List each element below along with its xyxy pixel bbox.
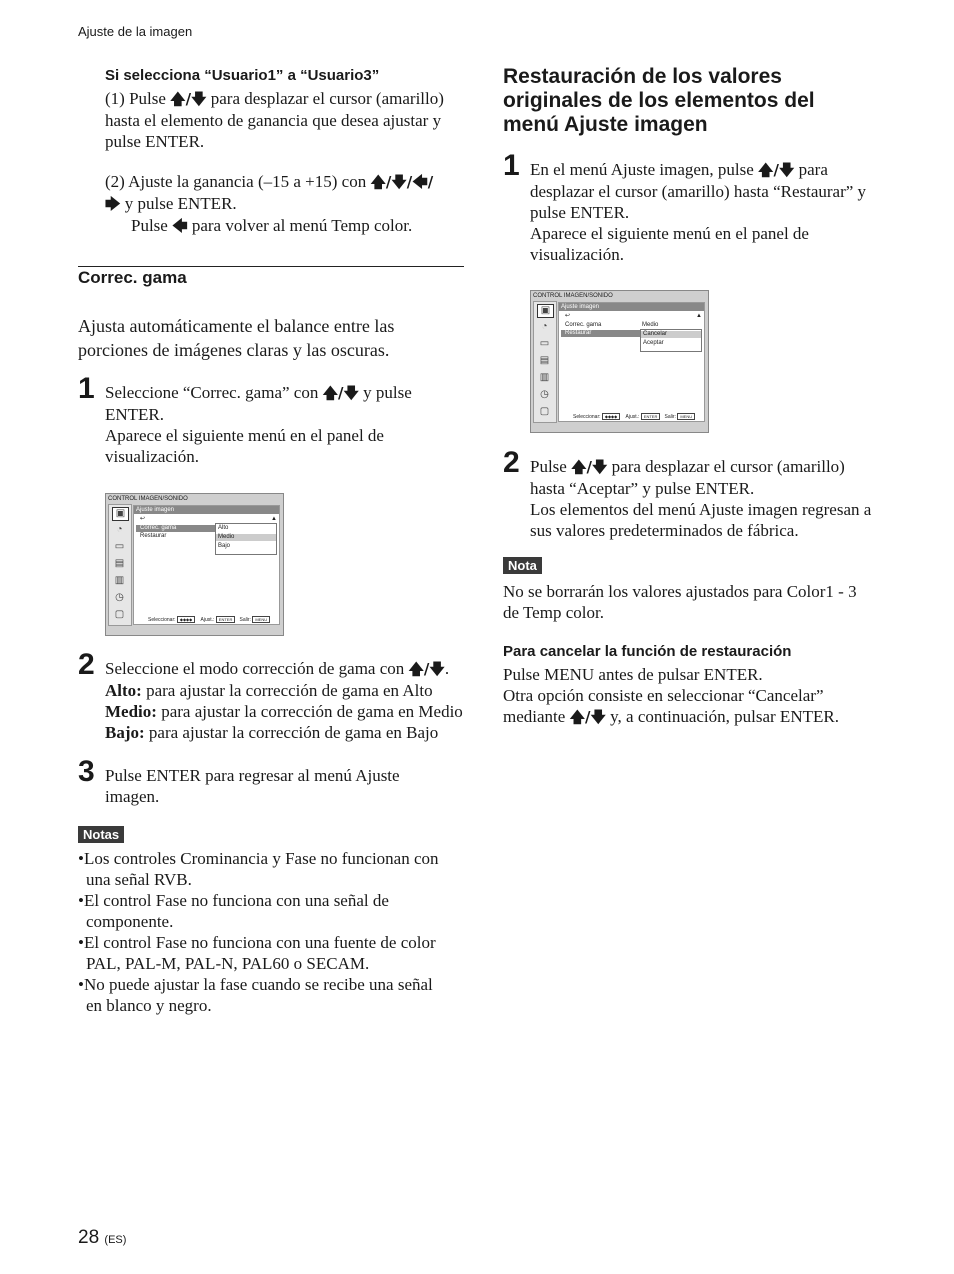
- right-arrow-icon: 🡆: [105, 195, 121, 213]
- gama-step-3: Pulse ENTER para regresar al menú Ajuste imagen.: [105, 766, 400, 806]
- restore-step-1: En el menú Ajuste imagen, pulse 🡅/🡇 para desplazar el cursor (amarillo) hasta “Restaurar” y pulse ENTER. Aparece el siguiente menú en el panel de visualización.: [530, 160, 867, 264]
- section-divider: [78, 266, 464, 267]
- picture-icon: ▣: [537, 304, 554, 318]
- dpad-icon: ◆◆◆◆: [602, 413, 620, 420]
- osd-item-correc-gama: Correc. gama: [136, 525, 218, 532]
- note-item: •El control Fase no funciona con una fuente de color PAL, PAL-M, PAL-N, PAL60 o SECAM.: [78, 933, 436, 973]
- setup-icon: ▤: [539, 355, 550, 366]
- osd-footer: Seleccionar: ◆◆◆◆ Ajust.: ENTER Salir: MENU: [573, 413, 695, 420]
- scroll-up-icon: ▲: [271, 516, 277, 522]
- up-down-arrows-icon: 🡅/🡇: [569, 708, 606, 726]
- page-number: 28 (ES): [78, 1227, 127, 1248]
- nota-tag: Nota: [503, 557, 542, 575]
- up-down-arrows-icon: 🡅/🡇: [758, 161, 795, 179]
- cancel-heading: Para cancelar la función de restauración: [503, 643, 792, 660]
- screen-icon: ▭: [539, 338, 550, 349]
- note-item: •Los controles Crominancia y Fase no funcionan con una señal RVB.: [78, 849, 439, 889]
- step-number-3: 3: [78, 755, 95, 788]
- running-header: Ajuste de la imagen: [78, 24, 193, 39]
- osd-dropdown-restore: [640, 329, 702, 352]
- option-medio: Medio: [216, 534, 276, 541]
- picture-icon: ▣: [112, 507, 129, 521]
- language-icon: ▢: [539, 406, 550, 417]
- option-bajo: Bajo: [218, 543, 231, 549]
- back-icon: ↩: [565, 313, 571, 319]
- sound-icon: ◔: [541, 321, 548, 332]
- scroll-up-icon: ▲: [696, 313, 702, 319]
- restore-step-2: Pulse 🡅/🡇 para desplazar el cursor (amarillo) hasta “Aceptar” y pulse ENTER. Los elementos del menú Ajuste imagen regresan a sus valores predeterminados de fábrica.: [530, 457, 872, 540]
- option-cancelar: Cancelar: [641, 331, 701, 338]
- right-title: Restauración de los valores originales de los elementos del menú Ajuste imagen: [503, 65, 815, 136]
- osd-header: CONTROL IMAGEN/SONIDO: [533, 293, 613, 299]
- up-down-arrows-icon: 🡅/🡇: [322, 384, 359, 402]
- osd-title-bar: Ajuste imagen: [134, 506, 279, 514]
- subheading-usuario: Si selecciona “Usuario1” a “Usuario3”: [105, 67, 380, 84]
- osd-icon-column: [108, 504, 132, 626]
- left-arrow-icon: 🡄: [172, 217, 188, 235]
- osd-item-correc-gama-value: Medio: [642, 322, 659, 328]
- input-icon: ▥: [539, 372, 550, 383]
- clock-icon: ◷: [540, 389, 549, 400]
- osd-title-bar: Ajuste imagen: [559, 303, 704, 311]
- back-icon: ↩: [140, 516, 146, 522]
- intro-text: Ajusta automáticamente el balance entre las porciones de imágenes claras y las oscuras.: [78, 316, 395, 360]
- dpad-icon: ◆◆◆◆: [177, 616, 195, 623]
- osd-item-restaurar: Restaurar: [561, 330, 643, 337]
- step-number-r2: 2: [503, 446, 520, 479]
- osd-item-correc-gama: Correc. gama: [565, 322, 602, 328]
- gama-step-2: Seleccione el modo corrección de gama con 🡅/🡇. Alto: para ajustar la corrección de gama en Alto Medio: para ajustar la corrección de gama en Medio Bajo: para ajustar la corrección de gama en Bajo: [105, 659, 463, 742]
- notes-list: [78, 848, 468, 1016]
- note-item: •El control Fase no funciona con una señal de componente.: [78, 891, 389, 931]
- up-down-arrows-icon: 🡅/🡇: [170, 90, 207, 108]
- nota-text: No se borrarán los valores ajustados para Color1 - 3 de Temp color.: [503, 582, 857, 622]
- notes-tag: Notas: [78, 826, 124, 844]
- osd-dropdown-gamma: [215, 523, 277, 555]
- step-number-2: 2: [78, 648, 95, 681]
- clock-icon: ◷: [115, 592, 124, 603]
- cancel-text: Pulse MENU antes de pulsar ENTER. Otra opción consiste en seleccionar “Cancelar” mediante 🡅/🡇 y, a continuación, pulsar ENTER.: [503, 665, 839, 726]
- osd-icon-column: [533, 301, 557, 423]
- osd-menu-restore: [530, 290, 709, 433]
- osd-header: CONTROL IMAGEN/SONIDO: [108, 496, 188, 502]
- osd-footer: Seleccionar: ◆◆◆◆ Ajust.: ENTER Salir: MENU: [148, 616, 270, 623]
- option-alto: Alto: [218, 525, 229, 531]
- screen-icon: ▭: [114, 541, 125, 552]
- option-aceptar: Aceptar: [643, 340, 664, 346]
- osd-item-restaurar: Restaurar: [140, 533, 167, 539]
- up-down-arrows-icon: 🡅/🡇: [408, 660, 445, 678]
- input-icon: ▥: [114, 575, 125, 586]
- up-down-arrows-icon: 🡅/🡇: [571, 458, 608, 476]
- language-icon: ▢: [114, 609, 125, 620]
- usuario-step-2: (2) Ajuste la ganancia (–15 a +15) con 🡅/🡇/🡄/ 🡆 y pulse ENTER. Pulse 🡄 para volver al menú Temp color.: [105, 172, 434, 235]
- step-number-1: 1: [78, 372, 95, 405]
- setup-icon: ▤: [114, 558, 125, 569]
- gama-step-1: Seleccione “Correc. gama” con 🡅/🡇 y pulse ENTER. Aparece el siguiente menú en el panel de visualización.: [105, 383, 412, 466]
- osd-pane: [558, 302, 705, 422]
- usuario-step-1: (1) Pulse 🡅/🡇 para desplazar el cursor (amarillo) hasta el elemento de ganancia que desea ajustar y pulse ENTER.: [105, 89, 444, 151]
- four-arrows-icon: 🡅/🡇/🡄/: [370, 173, 434, 191]
- step-number-r1: 1: [503, 149, 520, 182]
- section-title-correc-gama: Correc. gama: [78, 268, 187, 287]
- sound-icon: ◔: [116, 524, 123, 535]
- osd-menu-gamma: [105, 493, 284, 636]
- osd-pane: [133, 505, 280, 625]
- note-item: •No puede ajustar la fase cuando se recibe una señal en blanco y negro.: [78, 975, 433, 1015]
